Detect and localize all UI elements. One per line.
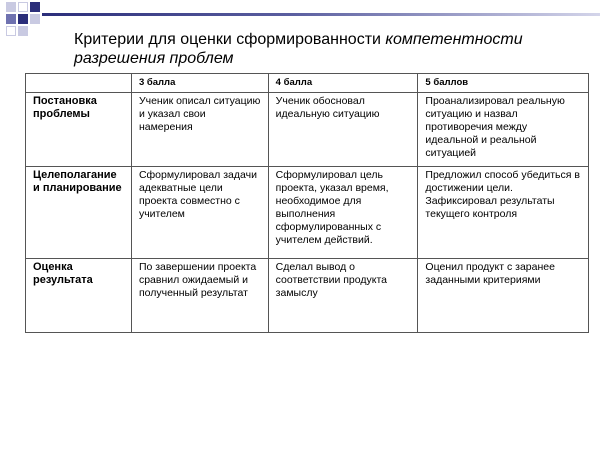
decor-square (30, 2, 40, 12)
header-cell-empty (26, 74, 132, 93)
table-cell: Сформулировал цель проекта, указал время, необходимое для выполнения сформулированных с учителем действий. (268, 167, 418, 259)
header-accent-bar (42, 13, 600, 16)
decor-square (6, 14, 16, 24)
table-cell: Ученик описал ситуацию и указал свои намерения (131, 93, 268, 167)
table-cell: Ученик обосновал идеальную ситуацию (268, 93, 418, 167)
criterion-cell: Постановка проблемы (26, 93, 132, 167)
decor-square (6, 26, 16, 36)
table-cell: Сделал вывод о соответствии продукта замыслу (268, 259, 418, 333)
table-row (26, 167, 589, 259)
criterion-cell: Оценка результата (26, 259, 132, 333)
header-cell-3-points: 3 балла (131, 74, 268, 93)
title-italic-2: разрешения проблем (74, 50, 234, 67)
criterion-cell: Целеполагание и планирование (26, 167, 132, 259)
table-cell: Сформулировал задачи адекватные цели проекта совместно с учителем (131, 167, 268, 259)
decor-square (18, 2, 28, 12)
title-italic-1: компетентности (385, 31, 523, 48)
table-header-row (26, 74, 589, 93)
header-cell-5-points: 5 баллов (418, 74, 589, 93)
title-plain: Критерии для оценки сформированности (74, 31, 386, 48)
slide-title (74, 30, 584, 68)
table-cell: По завершении проекта сравнил ожидаемый и полученный результат (131, 259, 268, 333)
table-cell: Предложил способ убедиться в достижении цели. Зафиксировал результаты текущего контроля (418, 167, 589, 259)
header-cell-4-points: 4 балла (268, 74, 418, 93)
table-cell: Оценил продукт с заранее заданными критериями (418, 259, 589, 333)
decor-square (6, 2, 16, 12)
criteria-table (25, 73, 589, 333)
decor-square (18, 14, 28, 24)
table-row (26, 259, 589, 333)
decor-square (30, 14, 40, 24)
decor-square (18, 26, 28, 36)
table-row (26, 93, 589, 167)
table-cell: Проанализировал реальную ситуацию и назвал противоречия между идеальной и реальной ситуацией (418, 93, 589, 167)
